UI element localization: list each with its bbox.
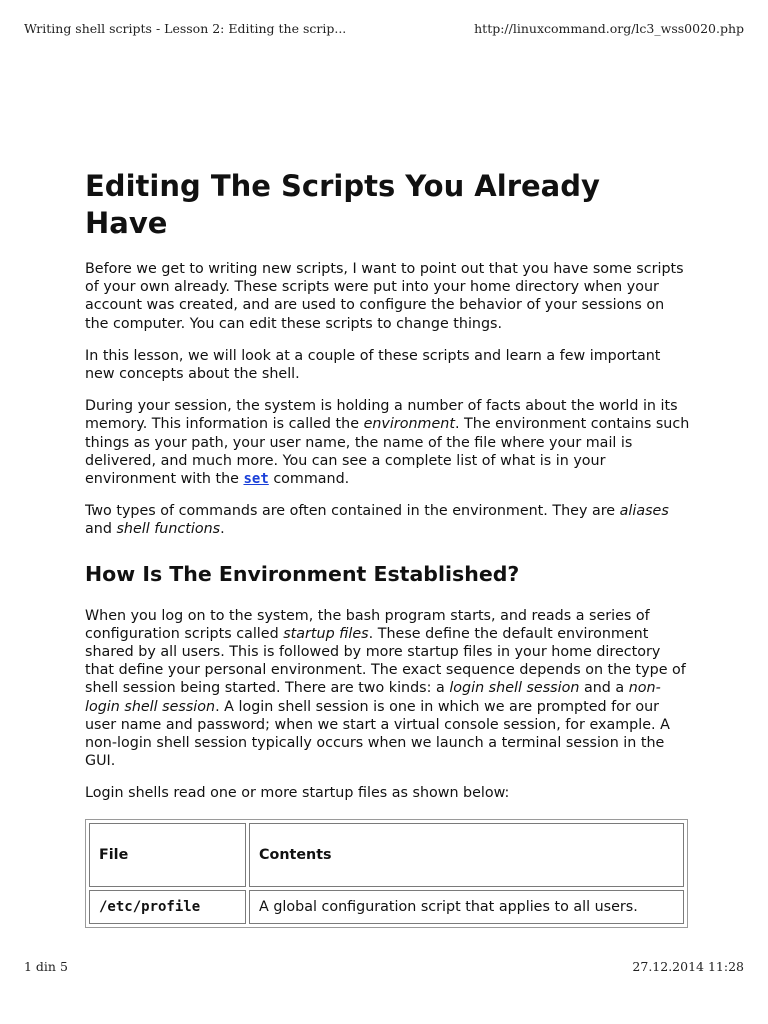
term-environment: environment bbox=[363, 416, 455, 433]
article-title: Editing The Scripts You Already Have bbox=[85, 169, 600, 240]
page-url: http://linuxcommand.org/lc3_wss0020.php bbox=[474, 21, 744, 36]
paragraph-login-shells: Login shells read one or more startup files as shown below: bbox=[85, 785, 510, 802]
paragraph-environment bbox=[85, 397, 690, 488]
section-title: How Is The Environment Established? bbox=[85, 561, 520, 586]
text-segment: . A login shell session is one in which we are prompted for our user name and password; when we start a virtual console session, for example. A non-login shell session typically occurs when we launch a terminal session in the GUI. bbox=[85, 698, 670, 770]
table-row bbox=[89, 890, 684, 924]
term-aliases: aliases bbox=[619, 503, 669, 520]
print-datetime: 27.12.2014 11:28 bbox=[632, 959, 744, 974]
paragraph-lesson: In this lesson, we will look at a couple of these scripts and learn a few important new concepts about the shell. bbox=[85, 347, 661, 383]
text-segment: . bbox=[220, 521, 225, 538]
term-non-login-shell: non-login shell session bbox=[85, 680, 661, 715]
set-command-link[interactable]: set bbox=[243, 471, 269, 488]
text-segment: During your session, the system is holding a number of facts about the world in its memory. This information is called the bbox=[85, 398, 678, 433]
paragraph-command-types bbox=[85, 502, 690, 538]
text-segment: Two types of commands are often contained in the environment. They are bbox=[85, 503, 620, 520]
table-cell-contents: A global configuration script that applies to all users. bbox=[249, 890, 684, 924]
page-title-header: Writing shell scripts - Lesson 2: Editing the scrip... bbox=[24, 21, 347, 36]
print-header bbox=[24, 21, 744, 39]
table-header-row bbox=[89, 823, 684, 887]
page-number: 1 din 5 bbox=[24, 959, 68, 974]
table-cell-file: /etc/profile bbox=[89, 890, 246, 924]
paragraph-intro: Before we get to writing new scripts, I want to point out that you have some scripts of your own already. These scripts were put into your home directory when your account was created, and are used to configure the behavior of your sessions on the computer. You can edit these scripts to change things. bbox=[85, 261, 684, 332]
article-content bbox=[85, 168, 690, 928]
paragraph-startup bbox=[85, 607, 690, 771]
print-footer bbox=[24, 959, 744, 977]
startup-files-table bbox=[85, 819, 688, 928]
text-segment: . The environment contains such things as your path, your user name, the name of the file where your mail is delivered, and much more. You can see a complete list of what is in your environment with the bbox=[85, 416, 690, 488]
table-header-file: File bbox=[89, 823, 246, 887]
term-login-shell: login shell session bbox=[449, 680, 580, 697]
text-segment: and a bbox=[579, 680, 629, 697]
term-shell-functions: shell functions bbox=[116, 521, 221, 538]
term-startup-files: startup files bbox=[283, 625, 369, 642]
text-segment: and bbox=[85, 521, 117, 538]
text-segment: When you log on to the system, the bash program starts, and reads a series of configuration scripts called bbox=[85, 607, 650, 642]
table-header-contents: Contents bbox=[249, 823, 684, 887]
text-segment: . These define the default environment shared by all users. This is followed by more startup files in your home directory that define your personal environment. The exact sequence depends on the type of shell session being started. There are two kinds: a bbox=[85, 625, 686, 697]
text-segment: command. bbox=[268, 471, 350, 488]
